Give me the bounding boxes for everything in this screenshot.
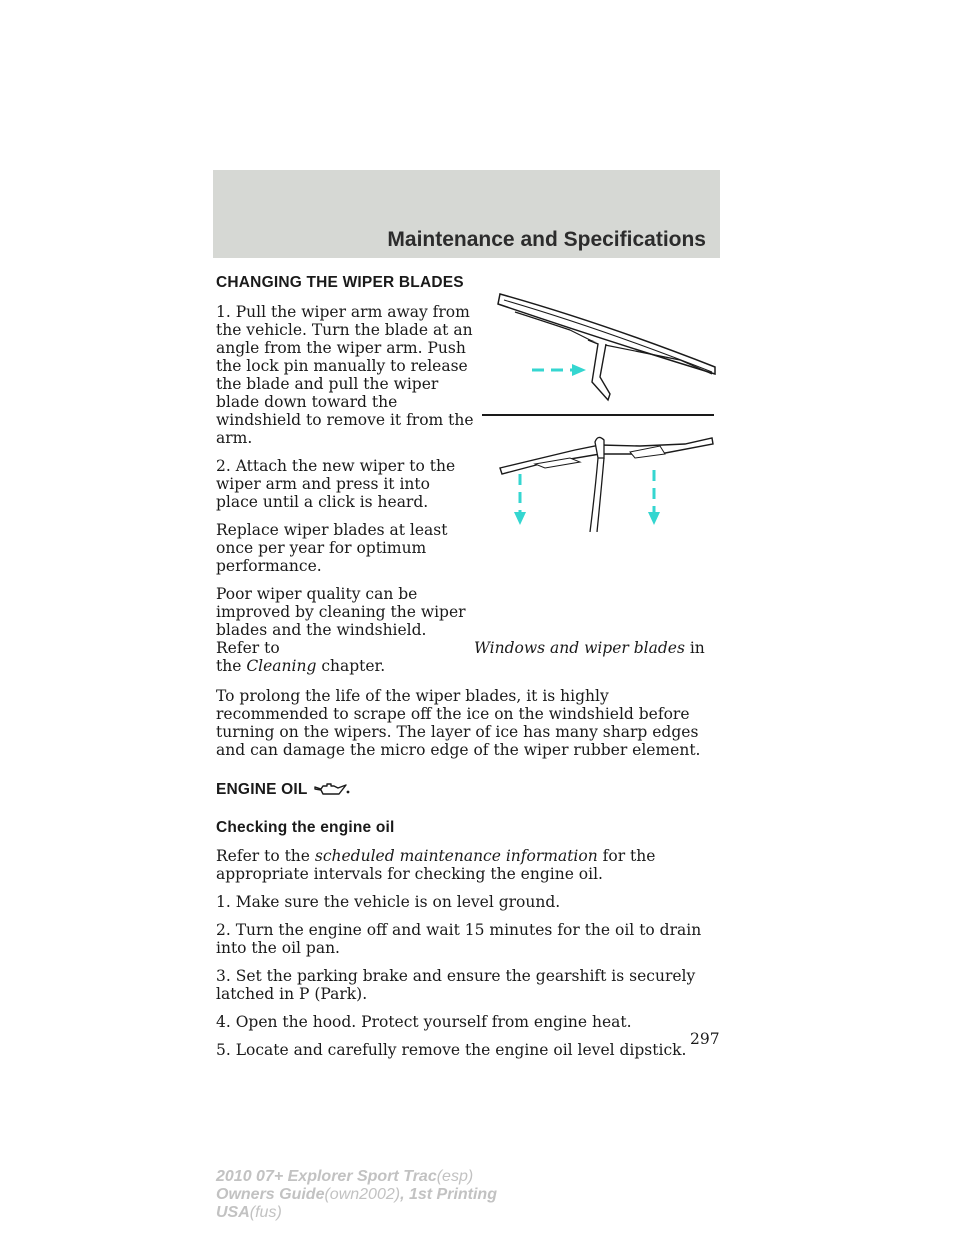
- footer-line-1: [216, 1168, 497, 1186]
- wiper-poor-quality-note: [216, 585, 720, 675]
- scheduled-maintenance-link[interactable]: scheduled maintenance information: [314, 847, 598, 865]
- oil-intro-text: Refer to the: [216, 847, 315, 865]
- footer-model-code: (esp): [436, 1168, 474, 1185]
- install-arrow-right-head: [648, 512, 660, 525]
- footer-line-3: [216, 1204, 497, 1222]
- wiper-install-diagram: [500, 437, 713, 532]
- section-header-band: [213, 170, 720, 258]
- wiper-replace-note: Replace wiper blades at least once per year for optimum performance.: [216, 521, 448, 575]
- footer-market: USA: [216, 1204, 250, 1221]
- wiper-step-1: 1. Pull the wiper arm away from the vehicle. Turn the blade at an angle from the wiper arm. Push the lock pin manually to release the blade and pull the wiper blade down toward the windshield to remove it from the arm.: [216, 303, 474, 447]
- cleaning-chapter-link[interactable]: Cleaning: [246, 657, 317, 675]
- section-title: Maintenance and Specifications: [387, 228, 706, 251]
- footer-market-code: (fus): [249, 1204, 282, 1221]
- wiper-removal-diagram: [498, 294, 715, 400]
- engine-oil-heading: ENGINE OIL: [216, 781, 308, 798]
- footer-guide-code: (own2002): [324, 1186, 401, 1203]
- page-number: 297: [690, 1030, 720, 1048]
- wiper-blade-illustration: [480, 282, 716, 532]
- install-arrow-left-head: [514, 512, 526, 525]
- wiper-step-2: 2. Attach the new wiper to the wiper arm and press it into place until a click is heard.: [216, 457, 456, 511]
- document-footer: [216, 1168, 497, 1222]
- wiper-prolong-note: To prolong the life of the wiper blades, it is highly recommended to scrape off the ice on the windshield before turning on the wipers. The layer of ice has many sharp edges and can damage the micro edge of the wiper rubber element.: [216, 687, 701, 759]
- footer-guide: Owners Guide: [216, 1186, 325, 1203]
- oil-step: 5. Locate and carefully remove the engine oil level dipstick.: [216, 1041, 687, 1059]
- removal-arrow-head: [572, 364, 586, 376]
- poor-quality-text-3: chapter.: [316, 657, 386, 675]
- wiper-heading: CHANGING THE WIPER BLADES: [216, 274, 464, 291]
- checking-oil-subheading: Checking the engine oil: [216, 819, 395, 836]
- windows-wiper-link[interactable]: Windows and wiper blades: [474, 639, 685, 657]
- oil-step: 4. Open the hood. Protect yourself from engine heat.: [216, 1013, 632, 1031]
- oil-step: 1. Make sure the vehicle is on level ground.: [216, 893, 561, 911]
- poor-quality-text-2: in the: [216, 639, 705, 675]
- oil-can-icon: [312, 782, 352, 798]
- oil-intro-text-2: for the appropriate intervals for checking the engine oil.: [216, 847, 656, 883]
- engine-oil-heading-row: [216, 781, 720, 799]
- footer-line-2: [216, 1186, 497, 1204]
- oil-intro: [216, 847, 720, 883]
- poor-quality-text: Poor wiper quality can be improved by cleaning the wiper blades and the windshield. Refer to: [216, 585, 466, 657]
- oil-step: 2. Turn the engine off and wait 15 minutes for the oil to drain into the oil pan.: [216, 921, 702, 957]
- footer-printing: , 1st Printing: [400, 1186, 497, 1203]
- footer-model: 2010 07+ Explorer Sport Trac: [216, 1168, 437, 1185]
- oil-step: 3. Set the parking brake and ensure the gearshift is securely latched in P (Park).: [216, 967, 696, 1003]
